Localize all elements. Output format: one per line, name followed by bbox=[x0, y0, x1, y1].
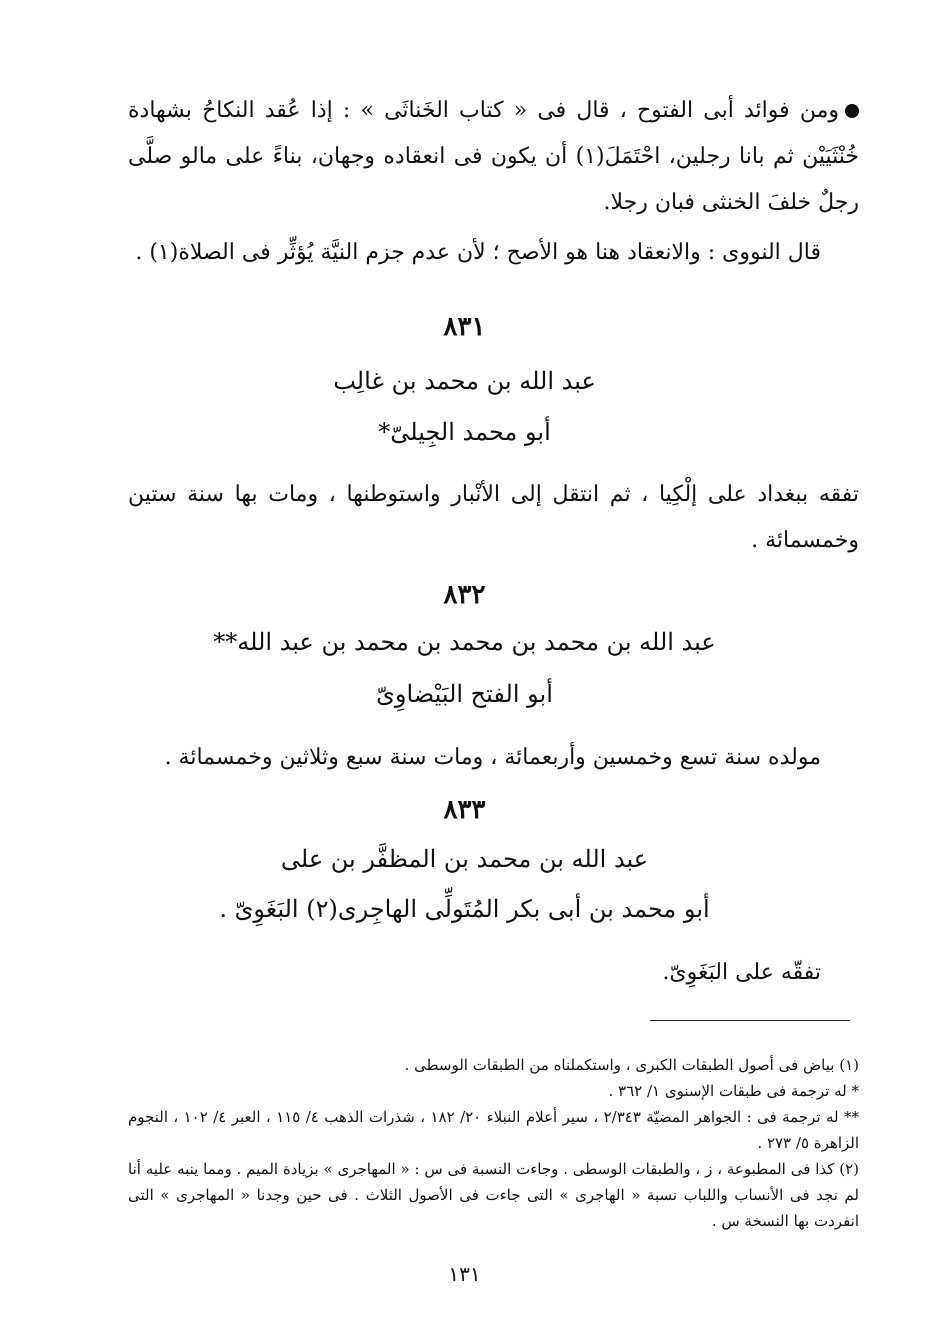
footnote: * له ترجمة فى طبقات الإسنوى ١/ ٣٦٢ . bbox=[608, 1082, 859, 1100]
footnote: (١) بياض فى أصول الطبقات الكبرى ، واستكملناه من الطبقات الوسطى . bbox=[404, 1056, 859, 1074]
footnote: (٢) كذا فى المطبوعة ، ز ، والطبقات الوسطى . وجاءت النسبة فى س : « المهاجرى » بزيادة الميم . ومما ينبه عليه أنا لم نجد فى الأنساب واللباب نسبة « الهاجرى » التى جاءت فى الأصول الثلاث . فى حين وجدنا « المهاجرى » التى انفردت بها النسخة س . bbox=[128, 1160, 859, 1230]
entry-number: ٨٣٣ bbox=[443, 795, 486, 825]
entry-text: تفقه ببغداد على إلْكِيا ، ثم انتقل إلى الأنْبار واستوطنها ، ومات بها سنة ستين وخمسمائة . bbox=[128, 482, 859, 553]
entry-name: عبد الله بن محمد بن المظفَّر بن على bbox=[280, 845, 649, 873]
entry-text: مولده سنة تسع وخمسين وأربعمائة ، ومات سنة سبع وثلاثين وخمسمائة . bbox=[164, 745, 821, 770]
entry-name: عبد الله بن محمد بن غالِب bbox=[333, 367, 596, 395]
entry-kunya: أبو محمد بن أبى بكر المُتَولِّى الهاجِرى(٢) البَغَوِىّ . bbox=[219, 895, 710, 923]
entry-kunya: أبو الفتح البَيْضاوِىّ bbox=[376, 680, 553, 708]
intro-paragraph bbox=[128, 88, 859, 226]
entry-text: تفقّه على البَغَوِىّ. bbox=[662, 960, 821, 985]
footnote: ** له ترجمة فى : الجواهر المضيّة ٢/٣٤٣ ، سير أعلام النبلاء ٢٠/ ١٨٢ ، شذرات الذهب ٤/ ١١٥ ، العبر ٤/ ١٠٢ ، النجوم الزاهرة ٥/ ٢٧٣ . bbox=[128, 1108, 859, 1152]
entry-number: ٨٣٢ bbox=[443, 580, 486, 610]
footnotes bbox=[128, 1052, 859, 1234]
entry-kunya: أبو محمد الجِيلىّ* bbox=[378, 418, 551, 446]
footnote-separator bbox=[650, 1020, 850, 1021]
bullet-icon bbox=[845, 104, 859, 118]
entry-name: عبد الله بن محمد بن محمد بن محمد بن عبد الله** bbox=[213, 628, 716, 656]
intro-section bbox=[128, 88, 859, 276]
page-number: ١٣١ bbox=[448, 1262, 481, 1286]
entry-number: ٨٣١ bbox=[443, 312, 486, 342]
intro-paragraph-text: ومن فوائد أبى الفتوح ، قال فى « كتاب الخَناثَى » : إذا عُقد النكاحُ بشهادة خُنْثَيَيْن ثم بانا رجلين، احْتَمَلَ(١) أن يكون فى انعقاده وجهان، بناءً على مالو صلَّى رجلٌ خلفَ الخنثى فبان رجلا. bbox=[128, 98, 859, 215]
nawawi-paragraph: قال النووى : والانعقاد هنا هو الأصح ؛ لأن عدم جزم النيَّة يُؤثِّر فى الصلاة(١) . bbox=[135, 240, 821, 265]
